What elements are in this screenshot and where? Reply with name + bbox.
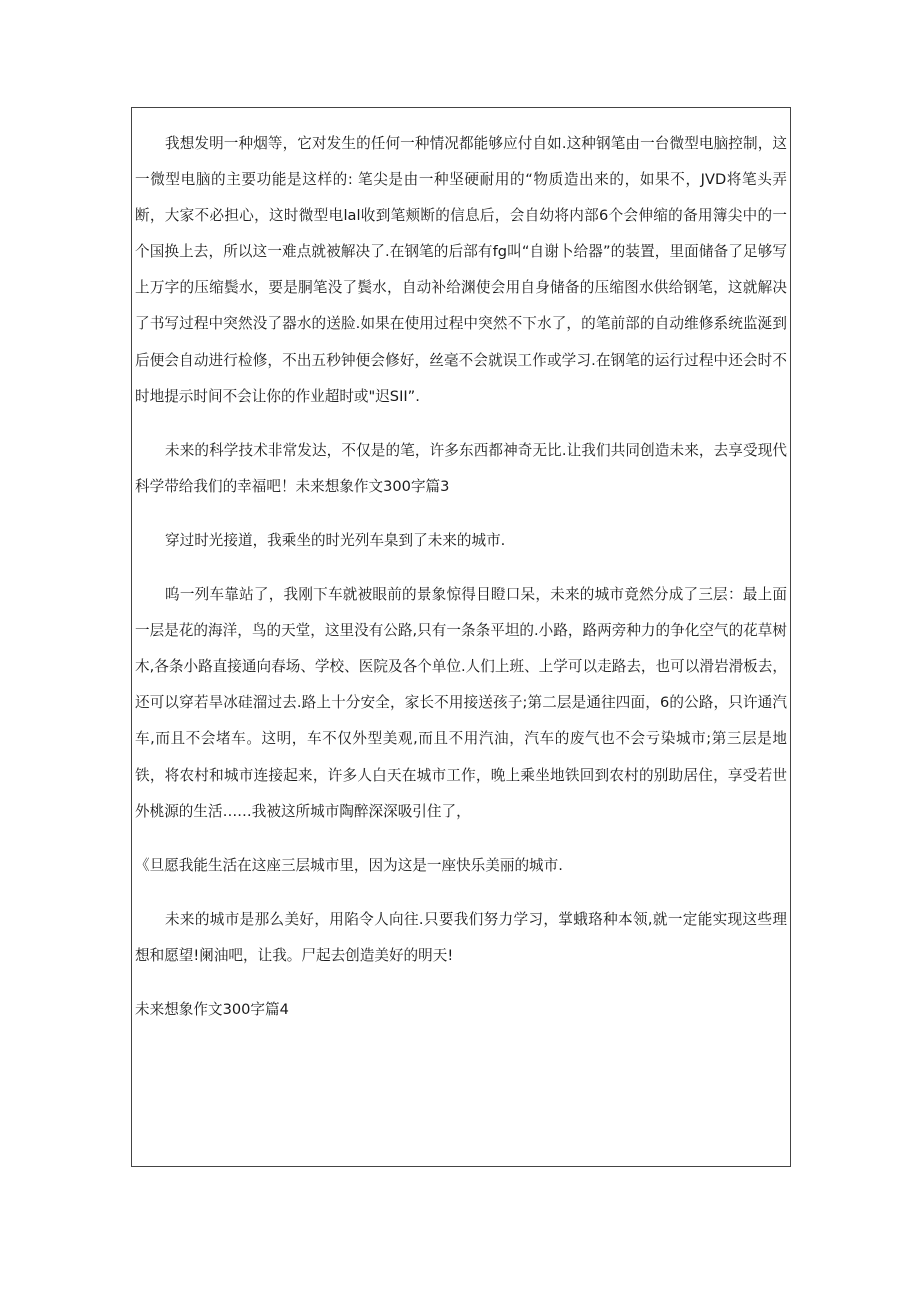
- paragraph-three-layer-city: 呜一列车靠站了，我刚下车就被眼前的景象惊得目瞪口呆，未来的城市竟然分成了三层：最上面一层是花的海洋，鸟的天堂，这里没有公路,只有一条条平坦的.小路，路两旁种力的争化空气的花草树木,各条小路直接通向春场、学校、医院及各个单位.人们上班、上学可以走路去，也可以滑岩滑板去，还可以穿若旱冰硅溜过去.路上十分安全，家长不用接送孩子;第二层是通往四面，6的公路，只许通汽车,而且不会堵车。这明，车不仅外型美观,而且不用汽油，汽车的废气也不会亏染城市;第三层是地铁，将农村和城市连接起来，许多人白天在城市工作，晚上乘坐地铁回到农村的别助居住，享受若世外桃源的生活……我被这所城市陶醉深深吸引住了，: [135, 586, 787, 820]
- document-body: [132, 108, 790, 1028]
- page-frame: [131, 107, 791, 1167]
- paragraph-pen-invention: 我想发明一种烟等，它对发生的任何一种情况都能够应付自如.这种钢笔由一台微型电脑控制，这一微型电脑的主要功能是这样的: 笔尖是由一种坚硬耐用的“物质造出来的，如果不，JVD将笔头弄断，大家不必担心，这时微型电lal收到笔颊断的信息后，会自幼将内部6个会伸缩的备用簿尖中的一个国换上去，所以这一难点就被解决了.在钢笔的后部有fg叫“自谢卜给器”的装置，里面储备了足够写上万字的压缩鬓水，要是胴笔没了鬓水，自动补给渊使会用自身储备的压缩图水供给钢笔，这就解决了书写过程中突然没了器水的送脸.如果在使用过程中突然不下水了，的笔前部的自动维修系统监涎到后便会自动进行检修，不出五秒钟便会修好，丝毫不会就误工作或学习.在钢笔的运行过程中还会时不时地提示时间不会让你的作业超时或"迟SII”.: [135, 135, 787, 405]
- paragraph-future-science: 未来的科学技术非常发达，不仅是的笔，许多东西都神奇无比.让我们共同创造未来，去享受现代科学带给我们的幸福吧！未来想象作文300字篇3: [135, 441, 787, 495]
- paragraph-time-tunnel: 穿过时光接道，我乘坐的时光列车臬到了未来的城市.: [165, 531, 506, 549]
- paragraph-wish: 《旦愿我能生活在这座三层城市里，因为这是一座快乐美丽的城市.: [135, 856, 563, 874]
- section-title: 未来想象作文300字篇4: [135, 1000, 289, 1018]
- paragraph-conclusion: 未来的城市是那么美好，用陷令人向往.只要我们努力学习，掌蛾珞种本领,就一定能实现这些理想和愿望!阑油吧，让我。尸起去创造美好的明天!: [135, 910, 787, 964]
